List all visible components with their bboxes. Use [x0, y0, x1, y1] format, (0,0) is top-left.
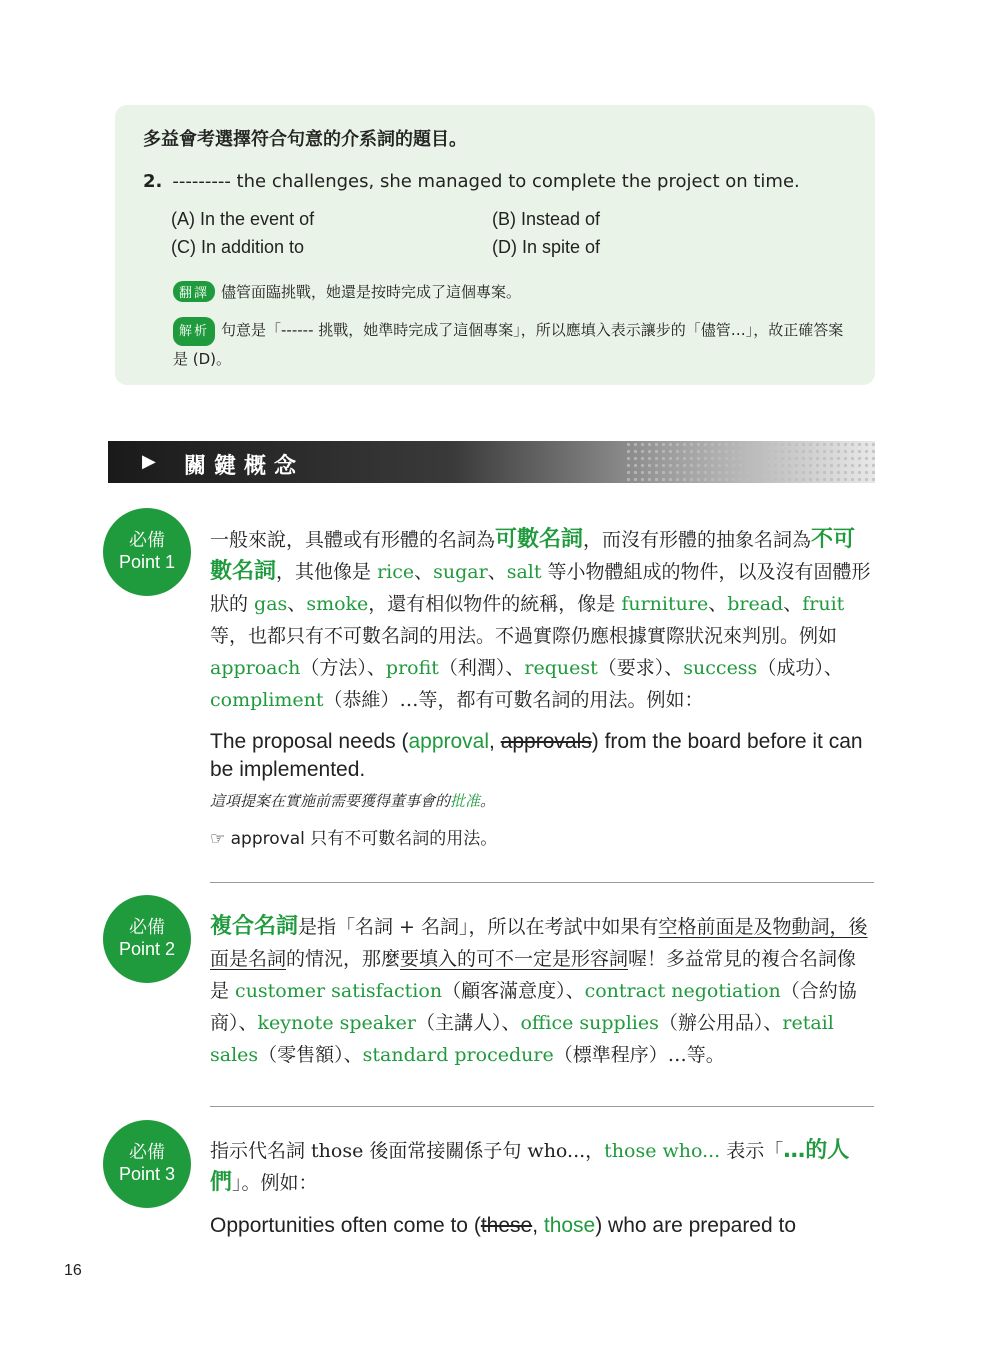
example-word: keynote speaker: [257, 1012, 416, 1034]
example-word: compliment: [210, 689, 324, 711]
example-word: profit: [385, 657, 439, 679]
text-run: 等，也都只有不可數名詞的用法。不過實際仍應根據實際狀況來判別。例如: [210, 625, 838, 647]
badge-point: Point 3: [118, 1164, 176, 1184]
separator: 、: [783, 593, 803, 615]
text-run: ,: [532, 1214, 544, 1237]
page-number: 16: [64, 1262, 82, 1279]
text-run: The proposal needs (: [210, 730, 409, 753]
text-run: （顧客滿意度）、: [442, 980, 585, 1002]
point-1-note: ☞ approval 只有不可數名詞的用法。: [210, 829, 498, 849]
option-b: (B) Instead of: [492, 209, 601, 229]
example-word: salt: [506, 561, 542, 583]
text-run: （辦公用品）、: [658, 1012, 783, 1034]
text-run: 喔！多益常見的複合名詞像是: [210, 948, 857, 1002]
text-run: ) from the board before it can be implemented.: [210, 730, 863, 781]
key-concept-title: 關鍵概念: [184, 454, 305, 479]
question-number: 2.: [143, 171, 163, 192]
point-1-example-translation: [210, 790, 495, 811]
badge-label: 必備: [129, 530, 165, 551]
option-a: (A) In the event of: [171, 209, 315, 229]
analysis: [173, 317, 853, 373]
badge-point: Point 2: [118, 939, 176, 959]
wrong-answer: these: [480, 1214, 533, 1237]
exercise-box: [115, 105, 875, 385]
analysis-tag: 解析: [173, 317, 215, 346]
underlined-text: 要填入的可不一定是形容詞: [400, 948, 629, 970]
correct-answer: those: [543, 1214, 596, 1237]
example-word: retail sales: [210, 1012, 834, 1066]
point-3-text: [210, 1135, 874, 1199]
example-word: fruit: [802, 593, 845, 615]
keyword-countable: 可數名詞: [495, 527, 584, 552]
keyword-uncountable: 不可數名詞: [210, 527, 856, 584]
point-2-text: [210, 911, 874, 1071]
badge-label: 必備: [129, 917, 165, 938]
example-word: sugar: [433, 561, 488, 583]
text-run: （利潤）、: [438, 657, 525, 679]
example-word: office supplies: [520, 1012, 659, 1034]
translation-text: 儘管面臨挑戰，她還是按時完成了這個專案。: [221, 283, 522, 301]
point-1-badge: [103, 508, 191, 596]
text-run: （零售額）、: [258, 1044, 363, 1066]
point-1-example-sentence: [210, 728, 874, 784]
text-run: 是指「名詞 + 名詞」，所以在考試中如果有: [298, 916, 659, 938]
text-run: 。: [480, 792, 496, 810]
text-run: ，其他像是: [276, 561, 378, 583]
example-word: contract negotiation: [584, 980, 781, 1002]
text-run: ，而沒有形體的抽象名詞為: [583, 529, 812, 551]
text-run: 等小物體組成的物件，以及沒有固體形狀的: [210, 561, 871, 615]
wrong-answer: approvals: [500, 730, 592, 753]
separator: 、: [414, 561, 434, 583]
point-2-badge: [103, 895, 191, 983]
example-word: furniture: [621, 593, 709, 615]
text-run: （方法）、: [300, 657, 386, 679]
text-run: 的情況，那麼: [286, 948, 401, 970]
point-1-text: [210, 524, 874, 716]
example-word: standard procedure: [362, 1044, 554, 1066]
text-run: 」。例如：: [232, 1172, 318, 1194]
key-concept-bar: [108, 441, 875, 483]
example-word: those who...: [604, 1140, 721, 1162]
separator: 、: [708, 593, 728, 615]
separator: 、: [287, 593, 307, 615]
text-run: （主講人）、: [415, 1012, 521, 1034]
text-run: Opportunities often come to (: [210, 1214, 481, 1237]
text-run: 這項提案在實施前需要獲得董事會的: [210, 792, 451, 810]
question-text: --------- the challenges, she managed to complete the project on time.: [172, 171, 800, 192]
option-c: (C) In addition to: [171, 237, 305, 257]
divider: [210, 1106, 874, 1107]
example-word: bread: [727, 593, 784, 615]
text-run: （要求）、: [597, 657, 684, 679]
keyword-compound-noun: 複合名詞: [210, 914, 299, 939]
badge-label: 必備: [129, 1142, 165, 1163]
text-run: （標準程序）…等。: [553, 1044, 725, 1066]
question: [143, 171, 800, 192]
halftone-decoration: [625, 441, 875, 483]
text-run: 一般來說，具體或有形體的名詞為: [210, 529, 496, 551]
analysis-text: 句意是「------ 挑戰，她準時完成了這個專案」，所以應填入表示讓步的「儘管…」，故正確答案是 (D)。: [173, 321, 844, 368]
underlined-text: 空格前面是及物動詞，後面是名詞: [210, 916, 868, 970]
text-run: 指示代名詞 those 後面常接關係子句 who...，: [210, 1140, 605, 1162]
text-run: ) who are prepared to: [595, 1214, 797, 1237]
translation-tag: 翻譯: [173, 281, 215, 302]
example-word: approach: [210, 657, 301, 679]
play-arrow-icon: ▶: [142, 451, 156, 472]
correct-answer: approval: [408, 730, 490, 753]
text-run: （成功）、: [757, 657, 843, 679]
exercise-heading: 多益會考選擇符合句意的介系詞的題目。: [143, 129, 467, 150]
text-run: （恭維）…等，都有可數名詞的用法。例如：: [323, 689, 704, 711]
highlight: 批准: [450, 792, 481, 810]
example-word: customer satisfaction: [235, 980, 443, 1002]
text-run: ，還有相似物件的統稱，像是: [368, 593, 622, 615]
text-run: （合約協商）、: [210, 980, 857, 1034]
badge-point: Point 1: [118, 552, 176, 572]
example-word: success: [683, 657, 758, 679]
keyword-people: …的人們: [210, 1138, 850, 1195]
separator: 、: [487, 561, 507, 583]
example-word: gas: [254, 593, 288, 615]
example-word: request: [524, 657, 598, 679]
example-word: smoke: [306, 593, 369, 615]
text-run: 表示「: [720, 1140, 784, 1162]
example-word: rice: [377, 561, 415, 583]
divider: [210, 882, 874, 883]
point-3-example-sentence: [210, 1212, 874, 1240]
translation: [173, 281, 521, 302]
text-run: ,: [489, 730, 501, 753]
option-d: (D) In spite of: [492, 237, 601, 257]
point-3-badge: [103, 1120, 191, 1208]
